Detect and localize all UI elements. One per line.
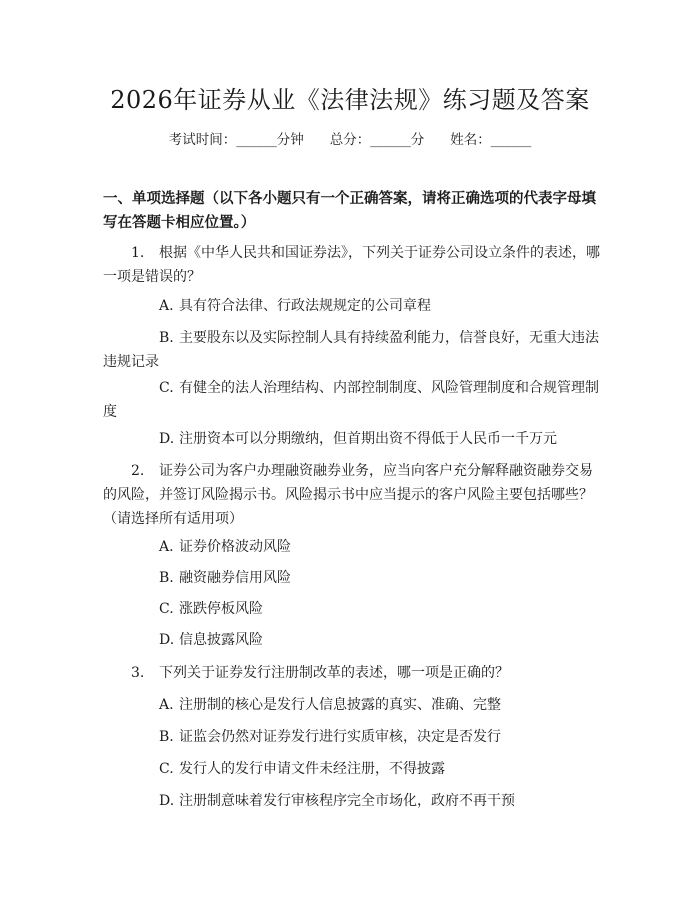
option-1b (103, 326, 602, 374)
question-text: 下列关于证券发行注册制改革的表述，哪一项是正确的？ (159, 665, 509, 681)
question-number: 3. (131, 665, 145, 681)
option-text: 证券价格波动风险 (179, 539, 291, 555)
option-letter: B. (159, 570, 174, 586)
option-letter: C. (159, 601, 174, 617)
option-1d (103, 427, 602, 451)
option-2c (103, 597, 602, 621)
option-3b (103, 725, 602, 749)
option-letter: C. (159, 761, 174, 777)
question-number: 1. (131, 245, 145, 261)
option-text: 注册制意味着发行审核程序完全市场化，政府不再干预 (179, 793, 515, 809)
question-3 (103, 661, 602, 685)
name-field: 姓名：______ (450, 132, 532, 148)
question-1 (103, 241, 602, 289)
question-number: 2. (131, 463, 145, 479)
option-3c (103, 757, 602, 781)
question-text: 证券公司为客户办理融资融券业务，应当向客户充分解释融资融券交易的风险，并签订风险揭示书。风险揭示书中应当提示的客户风险主要包括哪些？（请选择所有适用项） (103, 463, 593, 527)
option-text: 融资融券信用风险 (179, 570, 291, 586)
option-letter: A. (159, 298, 174, 314)
total-score-field: 总分：______分 (329, 132, 425, 148)
option-text: 注册制的核心是发行人信息披露的真实、准确、完整 (179, 697, 501, 713)
option-1a (103, 294, 602, 318)
option-letter: A. (159, 697, 174, 713)
option-text: 发行人的发行申请文件未经注册，不得披露 (179, 761, 445, 777)
option-text: 具有符合法律、行政法规规定的公司章程 (179, 298, 431, 314)
option-text: 证监会仍然对证券发行进行实质审核，决定是否发行 (179, 729, 501, 745)
exam-meta (0, 130, 700, 150)
option-text: 有健全的法人治理结构、内部控制制度、风险管理制度和合规管理制度 (103, 380, 599, 420)
page-title: 2026年证券从业《法律法规》练习题及答案 (110, 86, 590, 114)
option-letter: C. (159, 380, 174, 396)
option-letter: B. (159, 330, 174, 346)
option-3a (103, 693, 602, 717)
section-heading: 一、单项选择题（以下各小题只有一个正确答案，请将正确选项的代表字母填写在答题卡相应位置。） (103, 191, 596, 231)
option-2a (103, 535, 602, 559)
option-text: 涨跌停板风险 (179, 601, 263, 617)
option-letter: D. (159, 431, 175, 447)
option-letter: D. (159, 793, 175, 809)
option-2d (103, 628, 602, 652)
option-letter: A. (159, 539, 174, 555)
option-text: 主要股东以及实际控制人具有持续盈利能力，信誉良好，无重大违法违规记录 (103, 330, 599, 370)
option-letter: B. (159, 729, 174, 745)
option-3d (103, 789, 602, 813)
option-letter: D. (159, 632, 175, 648)
question-2 (103, 459, 602, 531)
option-1c (103, 376, 602, 424)
option-text: 信息披露风险 (179, 632, 263, 648)
question-text: 根据《中华人民共和国证券法》，下列关于证券公司设立条件的表述，哪一项是错误的？ (103, 245, 600, 285)
exam-time-field: 考试时间：______分钟 (168, 132, 304, 148)
option-text: 注册资本可以分期缴纳，但首期出资不得低于人民币一千万元 (179, 431, 557, 447)
option-2b (103, 566, 602, 590)
